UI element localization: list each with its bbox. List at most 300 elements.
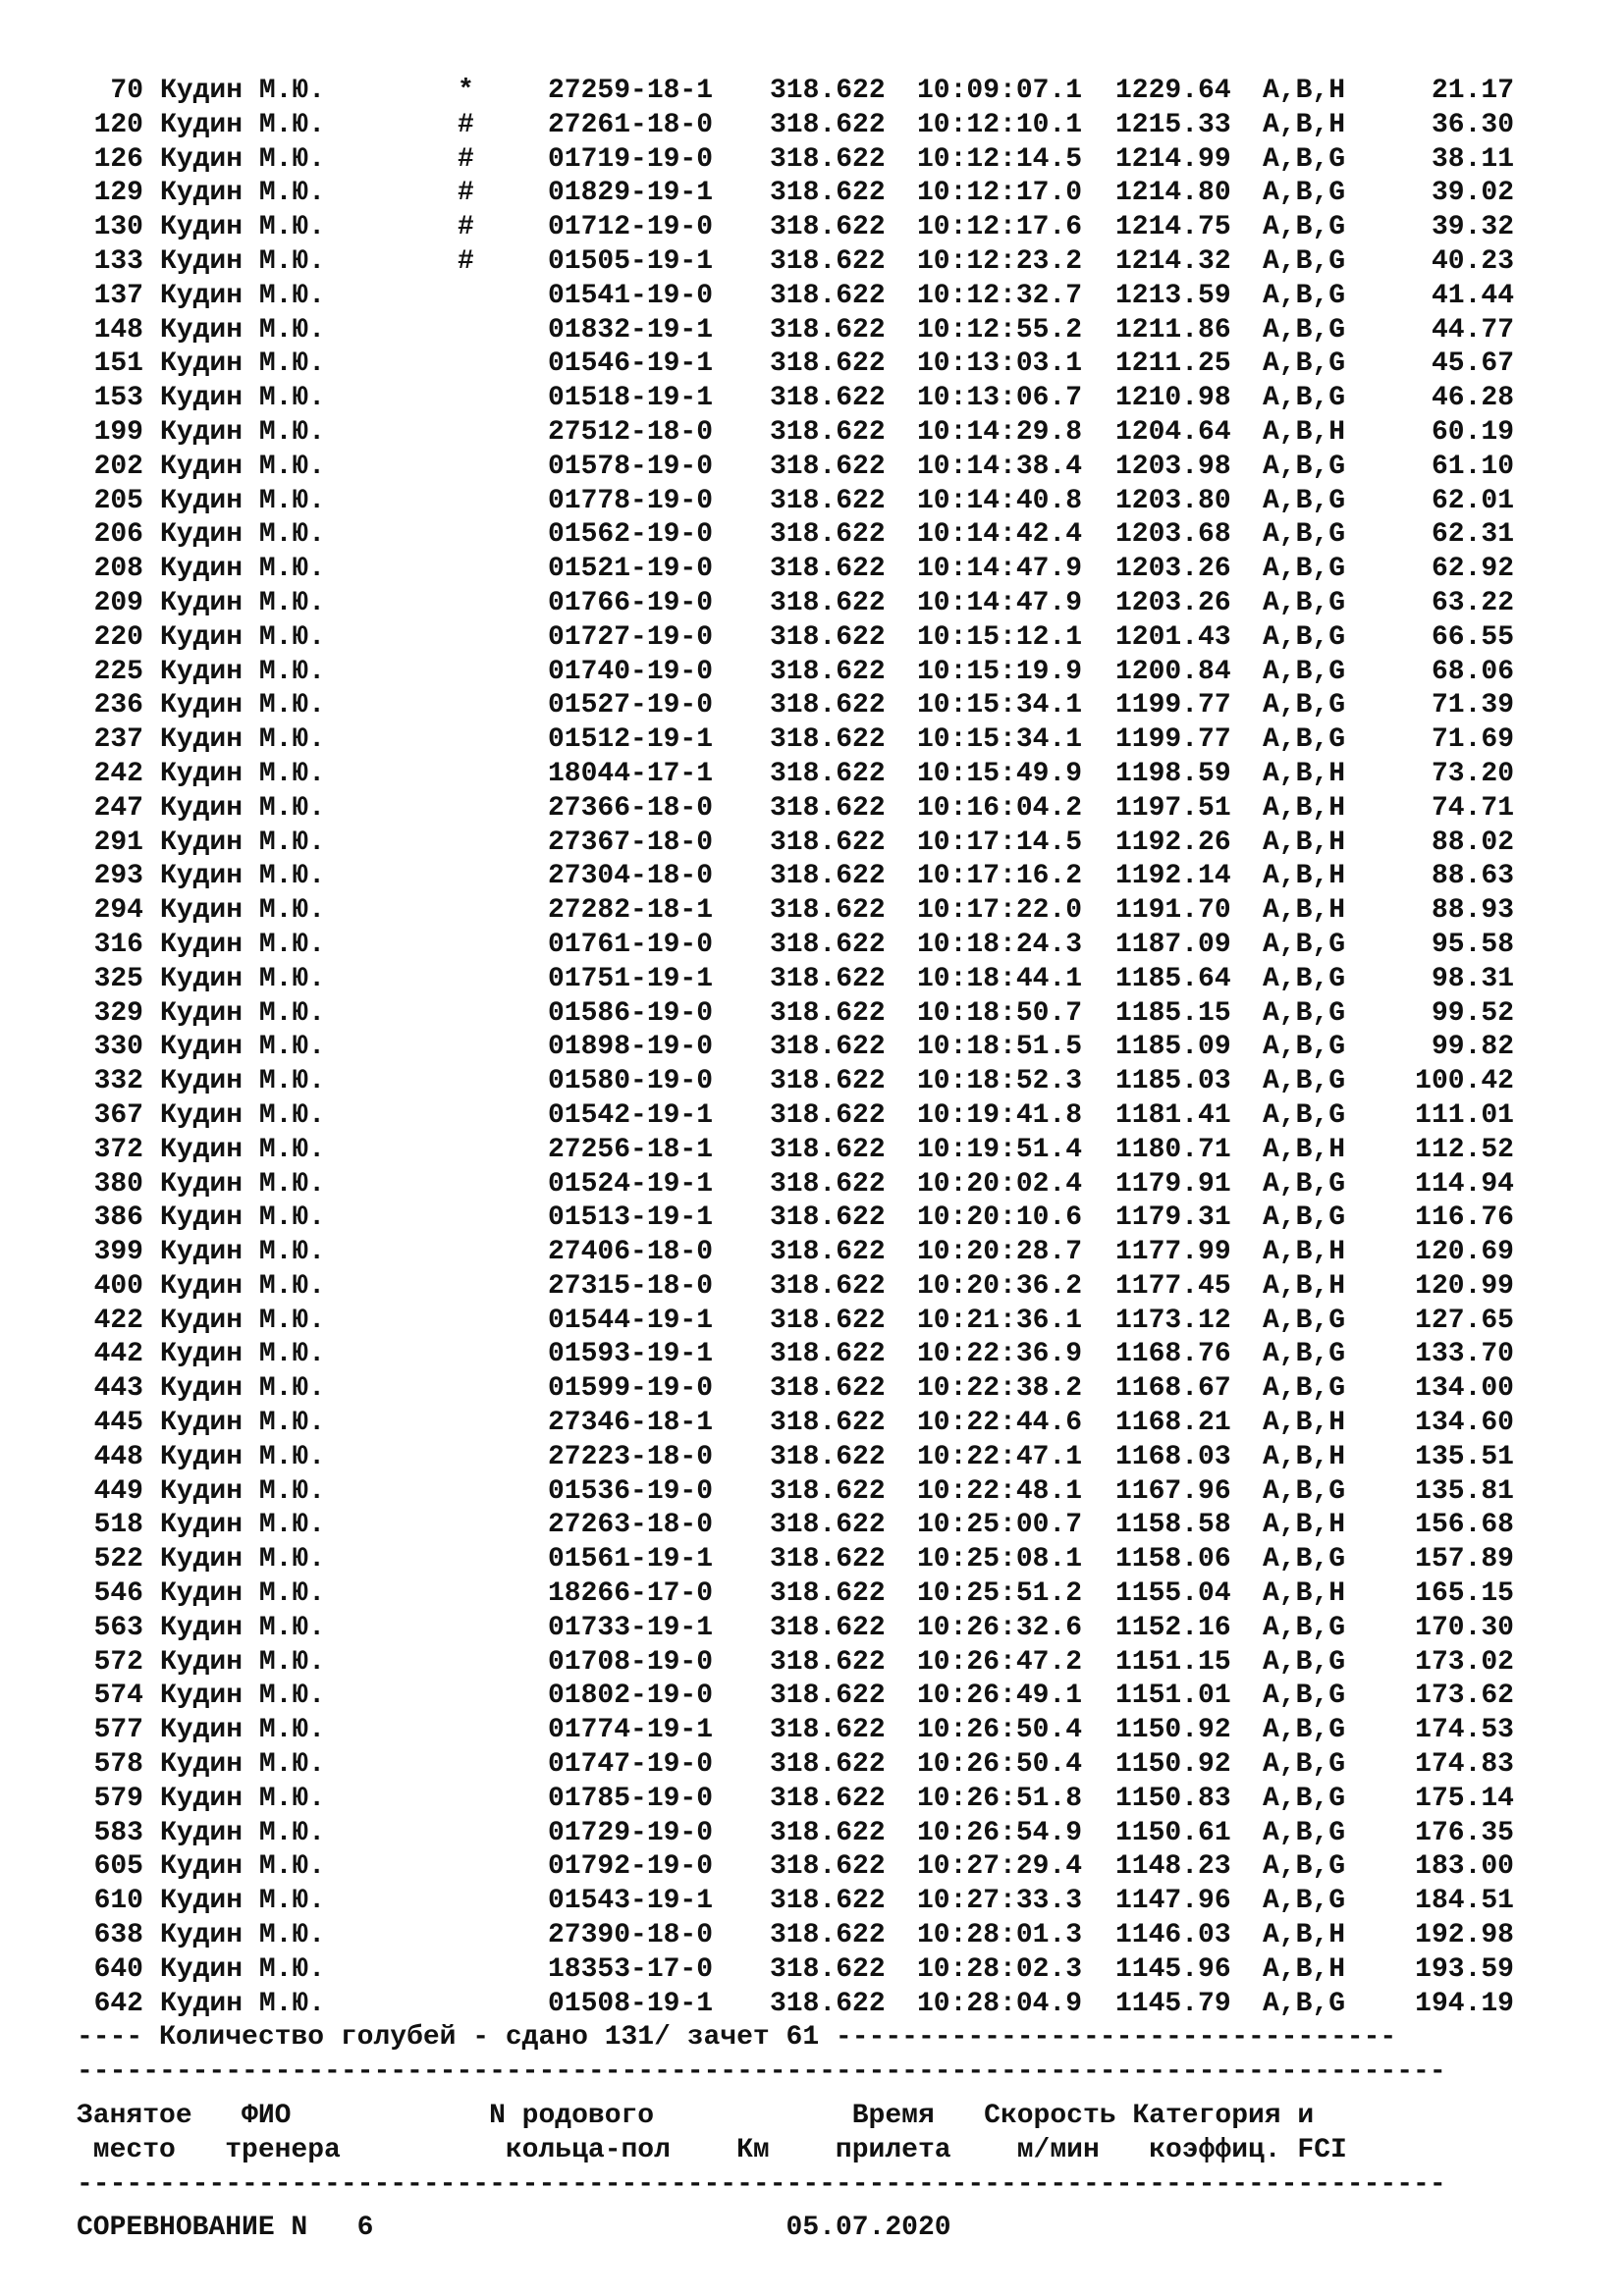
cell-km: 318.622 xyxy=(770,485,886,516)
cell-speed: 1200.84 xyxy=(1115,656,1231,687)
cell-speed: 1199.77 xyxy=(1115,690,1231,721)
cell-km: 318.622 xyxy=(770,1681,886,1712)
footer-gap xyxy=(373,2213,785,2243)
cell-time: 10:16:04.2 xyxy=(917,792,1083,824)
table-row xyxy=(77,1953,1549,1988)
cell-ring: 01829-19-1 xyxy=(548,178,714,209)
cell-km: 318.622 xyxy=(770,861,886,892)
cell-place: 236 xyxy=(93,690,143,721)
cell-time: 10:18:51.5 xyxy=(917,1032,1083,1063)
cell-km: 318.622 xyxy=(770,1408,886,1439)
cell-ring: 01580-19-0 xyxy=(548,1066,714,1097)
cell-place: 522 xyxy=(93,1544,143,1575)
cell-place: 133 xyxy=(93,245,143,277)
cell-cat: A,B,G xyxy=(1263,1066,1346,1097)
cell-km: 318.622 xyxy=(770,1715,886,1746)
table-row xyxy=(77,1885,1549,1919)
cell-name: Кудин М.Ю. xyxy=(160,656,326,687)
cell-name: Кудин М.Ю. xyxy=(160,314,326,346)
cell-coef: 174.53 xyxy=(1415,1715,1514,1746)
cell-speed: 1155.04 xyxy=(1115,1578,1231,1610)
table-row xyxy=(77,963,1549,997)
cell-ring: 01761-19-0 xyxy=(548,929,714,960)
cell-coef: 156.68 xyxy=(1415,1510,1514,1541)
cell-name: Кудин М.Ю. xyxy=(160,997,326,1029)
cell-speed: 1187.09 xyxy=(1115,929,1231,960)
cell-name: Кудин М.Ю. xyxy=(160,1510,326,1541)
cell-ring: 01733-19-1 xyxy=(548,1612,714,1643)
cell-speed: 1203.68 xyxy=(1115,519,1231,551)
cell-coef: 133.70 xyxy=(1415,1339,1514,1370)
cell-coef: 112.52 xyxy=(1415,1134,1514,1165)
cell-km: 318.622 xyxy=(770,1612,886,1643)
cell-place: 422 xyxy=(93,1305,143,1336)
cell-ring: 27259-18-1 xyxy=(548,76,714,106)
cell-name: Кудин М.Ю. xyxy=(160,587,326,618)
cell-cat: A,B,G xyxy=(1263,554,1346,585)
cell-ring: 27512-18-0 xyxy=(548,416,714,448)
cell-speed: 1167.96 xyxy=(1115,1475,1231,1507)
cell-coef: 194.19 xyxy=(1415,1988,1514,2019)
cell-km: 318.622 xyxy=(770,758,886,789)
table-row xyxy=(77,1099,1549,1134)
cell-cat: A,B,G xyxy=(1263,1612,1346,1643)
cell-time: 10:17:16.2 xyxy=(917,861,1083,892)
cell-name: Кудин М.Ю. xyxy=(160,621,326,653)
cell-time: 10:19:51.4 xyxy=(917,1134,1083,1165)
cell-speed: 1179.91 xyxy=(1115,1168,1231,1200)
cell-speed: 1229.64 xyxy=(1115,76,1231,106)
cell-cat: A,B,G xyxy=(1263,245,1346,277)
table-row xyxy=(77,553,1549,587)
cell-speed: 1150.92 xyxy=(1115,1749,1231,1781)
cell-cat: A,B,H xyxy=(1263,109,1346,140)
cell-km: 318.622 xyxy=(770,451,886,482)
cell-coef: 135.51 xyxy=(1415,1441,1514,1472)
cell-place: 367 xyxy=(93,1099,143,1131)
cell-mark: * xyxy=(458,76,474,106)
cell-name: Кудин М.Ю. xyxy=(160,212,326,243)
cell-ring: 27223-18-0 xyxy=(548,1441,714,1472)
cell-name: Кудин М.Ю. xyxy=(160,554,326,585)
cell-km: 318.622 xyxy=(770,348,886,380)
cell-time: 10:26:32.6 xyxy=(917,1612,1083,1643)
table-row xyxy=(77,1065,1549,1099)
cell-km: 318.622 xyxy=(770,1886,886,1917)
cell-km: 318.622 xyxy=(770,827,886,858)
cell-cat: A,B,H xyxy=(1263,861,1346,892)
cell-speed: 1192.14 xyxy=(1115,861,1231,892)
cell-coef: 66.55 xyxy=(1431,621,1514,653)
cell-coef: 63.22 xyxy=(1431,587,1514,618)
cell-time: 10:12:55.2 xyxy=(917,314,1083,346)
cell-time: 10:26:51.8 xyxy=(917,1783,1083,1814)
cell-km: 318.622 xyxy=(770,76,886,106)
cell-speed: 1148.23 xyxy=(1115,1851,1231,1883)
cell-cat: A,B,G xyxy=(1263,519,1346,551)
cell-cat: A,B,G xyxy=(1263,348,1346,380)
cell-km: 318.622 xyxy=(770,656,886,687)
cell-name: Кудин М.Ю. xyxy=(160,383,326,414)
table-row xyxy=(77,143,1549,178)
cell-km: 318.622 xyxy=(770,1953,886,1985)
cell-km: 318.622 xyxy=(770,997,886,1029)
table-row xyxy=(77,1441,1549,1475)
cell-speed: 1203.98 xyxy=(1115,451,1231,482)
cell-coef: 44.77 xyxy=(1431,314,1514,346)
table-row xyxy=(77,1783,1549,1817)
cell-km: 318.622 xyxy=(770,554,886,585)
cell-coef: 100.42 xyxy=(1415,1066,1514,1097)
cell-time: 10:28:01.3 xyxy=(917,1920,1083,1951)
cell-km: 318.622 xyxy=(770,1066,886,1097)
cell-km: 318.622 xyxy=(770,1851,886,1883)
cell-cat: A,B,G xyxy=(1263,1544,1346,1575)
cell-km: 318.622 xyxy=(770,1988,886,2019)
cell-place: 153 xyxy=(93,383,143,414)
cell-speed: 1145.79 xyxy=(1115,1988,1231,2019)
table-row xyxy=(77,382,1549,416)
cell-cat: A,B,G xyxy=(1263,178,1346,209)
results-document xyxy=(77,75,1549,2246)
cell-coef: 174.83 xyxy=(1415,1749,1514,1781)
cell-km: 318.622 xyxy=(770,178,886,209)
cell-ring: 27366-18-0 xyxy=(548,792,714,824)
cell-time: 10:20:02.4 xyxy=(917,1168,1083,1200)
cell-ring: 01513-19-1 xyxy=(548,1202,714,1234)
cell-name: Кудин М.Ю. xyxy=(160,1134,326,1165)
cell-name: Кудин М.Ю. xyxy=(160,280,326,311)
cell-place: 518 xyxy=(93,1510,143,1541)
cell-place: 445 xyxy=(93,1408,143,1439)
table-row xyxy=(77,1850,1549,1885)
cell-km: 318.622 xyxy=(770,109,886,140)
cell-time: 10:17:14.5 xyxy=(917,827,1083,858)
cell-coef: 99.52 xyxy=(1431,997,1514,1029)
cell-time: 10:25:08.1 xyxy=(917,1544,1083,1575)
cell-speed: 1180.71 xyxy=(1115,1134,1231,1165)
cell-place: 129 xyxy=(93,178,143,209)
table-row xyxy=(77,997,1549,1032)
cell-coef: 62.92 xyxy=(1431,554,1514,585)
cell-place: 209 xyxy=(93,587,143,618)
cell-place: 325 xyxy=(93,963,143,994)
cell-km: 318.622 xyxy=(770,383,886,414)
table-row xyxy=(77,416,1549,451)
cell-place: 208 xyxy=(93,554,143,585)
cell-cat: A,B,G xyxy=(1263,724,1346,756)
cell-time: 10:20:28.7 xyxy=(917,1237,1083,1268)
cell-speed: 1168.76 xyxy=(1115,1339,1231,1370)
cell-time: 10:26:54.9 xyxy=(917,1817,1083,1848)
cell-ring: 01778-19-0 xyxy=(548,485,714,516)
cell-name: Кудин М.Ю. xyxy=(160,792,326,824)
cell-km: 318.622 xyxy=(770,724,886,756)
cell-ring: 01792-19-0 xyxy=(548,1851,714,1883)
competition-number: СОРЕВНОВАНИЕ N 6 xyxy=(77,2213,374,2244)
table-row xyxy=(77,1817,1549,1851)
cell-name: Кудин М.Ю. xyxy=(160,1851,326,1883)
cell-time: 10:15:34.1 xyxy=(917,724,1083,756)
cell-ring: 01543-19-1 xyxy=(548,1886,714,1917)
table-row xyxy=(77,1646,1549,1681)
table-row xyxy=(77,1236,1549,1270)
cell-ring: 01586-19-0 xyxy=(548,997,714,1029)
cell-time: 10:14:47.9 xyxy=(917,587,1083,618)
cell-time: 10:20:36.2 xyxy=(917,1270,1083,1302)
cell-place: 577 xyxy=(93,1715,143,1746)
cell-km: 318.622 xyxy=(770,1578,886,1610)
cell-coef: 21.17 xyxy=(1431,76,1514,106)
cell-place: 399 xyxy=(93,1237,143,1268)
cell-speed: 1181.41 xyxy=(1115,1099,1231,1131)
cell-km: 318.622 xyxy=(770,519,886,551)
cell-ring: 01508-19-1 xyxy=(548,1988,714,2019)
cell-ring: 01561-19-1 xyxy=(548,1544,714,1575)
cell-ring: 01518-19-1 xyxy=(548,383,714,414)
cell-place: 574 xyxy=(93,1681,143,1712)
cell-cat: A,B,H xyxy=(1263,895,1346,927)
cell-ring: 01751-19-1 xyxy=(548,963,714,994)
cell-cat: A,B,H xyxy=(1263,1510,1346,1541)
table-row xyxy=(77,656,1549,690)
cell-cat: A,B,H xyxy=(1263,827,1346,858)
cell-speed: 1179.31 xyxy=(1115,1202,1231,1234)
table-row xyxy=(77,245,1549,280)
divider-top: ----------------------------------------------------------------------------------- xyxy=(77,2056,1446,2088)
cell-coef: 173.02 xyxy=(1415,1646,1514,1678)
cell-time: 10:25:51.2 xyxy=(917,1578,1083,1610)
cell-speed: 1158.06 xyxy=(1115,1544,1231,1575)
cell-time: 10:28:02.3 xyxy=(917,1953,1083,1985)
cell-place: 120 xyxy=(93,109,143,140)
cell-cat: A,B,G xyxy=(1263,1168,1346,1200)
cell-mark: # xyxy=(458,245,474,277)
cell-speed: 1198.59 xyxy=(1115,758,1231,789)
cell-place: 330 xyxy=(93,1032,143,1063)
cell-cat: A,B,G xyxy=(1263,1681,1346,1712)
cell-cat: A,B,G xyxy=(1263,383,1346,414)
cell-cat: A,B,H xyxy=(1263,1134,1346,1165)
cell-name: Кудин М.Ю. xyxy=(160,1988,326,2019)
cell-mark: # xyxy=(458,143,474,175)
cell-place: 199 xyxy=(93,416,143,448)
cell-cat: A,B,H xyxy=(1263,1237,1346,1268)
cell-name: Кудин М.Ю. xyxy=(160,416,326,448)
cell-name: Кудин М.Ю. xyxy=(160,1237,326,1268)
cell-mark: # xyxy=(458,109,474,140)
cell-time: 10:18:52.3 xyxy=(917,1066,1083,1097)
cell-speed: 1168.21 xyxy=(1115,1408,1231,1439)
cell-cat: A,B,H xyxy=(1263,1953,1346,1985)
cell-coef: 73.20 xyxy=(1431,758,1514,789)
cell-place: 247 xyxy=(93,792,143,824)
cell-time: 10:27:33.3 xyxy=(917,1886,1083,1917)
cell-ring: 01747-19-0 xyxy=(548,1749,714,1781)
table-row xyxy=(77,485,1549,519)
cell-cat: A,B,G xyxy=(1263,451,1346,482)
cell-cat: A,B,G xyxy=(1263,963,1346,994)
cell-ring: 01524-19-1 xyxy=(548,1168,714,1200)
cell-ring: 27406-18-0 xyxy=(548,1237,714,1268)
cell-time: 10:26:49.1 xyxy=(917,1681,1083,1712)
cell-time: 10:17:22.0 xyxy=(917,895,1083,927)
cell-name: Кудин М.Ю. xyxy=(160,1578,326,1610)
cell-km: 318.622 xyxy=(770,929,886,960)
cell-name: Кудин М.Ю. xyxy=(160,348,326,380)
cell-speed: 1168.67 xyxy=(1115,1373,1231,1405)
cell-speed: 1192.26 xyxy=(1115,827,1231,858)
cell-ring: 18266-17-0 xyxy=(548,1578,714,1610)
cell-coef: 135.81 xyxy=(1415,1475,1514,1507)
cell-place: 546 xyxy=(93,1578,143,1610)
cell-cat: A,B,G xyxy=(1263,1783,1346,1814)
cell-place: 70 xyxy=(110,76,143,106)
cell-coef: 183.00 xyxy=(1415,1851,1514,1883)
cell-time: 10:18:50.7 xyxy=(917,997,1083,1029)
cell-speed: 1185.15 xyxy=(1115,997,1231,1029)
cell-name: Кудин М.Ю. xyxy=(160,143,326,175)
cell-name: Кудин М.Ю. xyxy=(160,178,326,209)
cell-coef: 41.44 xyxy=(1431,280,1514,311)
cell-speed: 1185.64 xyxy=(1115,963,1231,994)
cell-name: Кудин М.Ю. xyxy=(160,1475,326,1507)
cell-cat: A,B,G xyxy=(1263,1886,1346,1917)
cell-ring: 01898-19-0 xyxy=(548,1032,714,1063)
cell-speed: 1197.51 xyxy=(1115,792,1231,824)
table-row xyxy=(77,518,1549,553)
cell-name: Кудин М.Ю. xyxy=(160,1270,326,1302)
cell-name: Кудин М.Ю. xyxy=(160,1373,326,1405)
cell-cat: A,B,G xyxy=(1263,1715,1346,1746)
cell-cat: A,B,H xyxy=(1263,1920,1346,1951)
cell-place: 329 xyxy=(93,997,143,1029)
cell-place: 148 xyxy=(93,314,143,346)
cell-coef: 176.35 xyxy=(1415,1817,1514,1848)
cell-ring: 01729-19-0 xyxy=(548,1817,714,1848)
cell-coef: 192.98 xyxy=(1415,1920,1514,1951)
cell-time: 10:22:48.1 xyxy=(917,1475,1083,1507)
cell-ring: 27261-18-0 xyxy=(548,109,714,140)
cell-km: 318.622 xyxy=(770,1817,886,1848)
cell-coef: 127.65 xyxy=(1415,1305,1514,1336)
cell-name: Кудин М.Ю. xyxy=(160,109,326,140)
cell-time: 10:26:47.2 xyxy=(917,1646,1083,1678)
cell-cat: A,B,G xyxy=(1263,1099,1346,1131)
cell-time: 10:25:00.7 xyxy=(917,1510,1083,1541)
cell-coef: 184.51 xyxy=(1415,1886,1514,1917)
cell-speed: 1152.16 xyxy=(1115,1612,1231,1643)
cell-cat: A,B,G xyxy=(1263,1988,1346,2019)
cell-ring: 01505-19-1 xyxy=(548,245,714,277)
cell-time: 10:12:17.0 xyxy=(917,178,1083,209)
cell-place: 448 xyxy=(93,1441,143,1472)
cell-time: 10:14:40.8 xyxy=(917,485,1083,516)
cell-ring: 01546-19-1 xyxy=(548,348,714,380)
cell-place: 638 xyxy=(93,1920,143,1951)
table-row xyxy=(77,792,1549,827)
cell-coef: 88.02 xyxy=(1431,827,1514,858)
divider-bottom: ----------------------------------------------------------------------------------- xyxy=(77,2168,1446,2200)
cell-speed: 1151.15 xyxy=(1115,1646,1231,1678)
cell-coef: 170.30 xyxy=(1415,1612,1514,1643)
table-row xyxy=(77,1475,1549,1510)
cell-name: Кудин М.Ю. xyxy=(160,1408,326,1439)
cell-speed: 1191.70 xyxy=(1115,895,1231,927)
cell-cat: A,B,H xyxy=(1263,76,1346,106)
cell-coef: 61.10 xyxy=(1431,451,1514,482)
cell-coef: 165.15 xyxy=(1415,1578,1514,1610)
cell-coef: 40.23 xyxy=(1431,245,1514,277)
cell-name: Кудин М.Ю. xyxy=(160,76,326,106)
cell-speed: 1215.33 xyxy=(1115,109,1231,140)
cell-coef: 71.69 xyxy=(1431,724,1514,756)
cell-ring: 01599-19-0 xyxy=(548,1373,714,1405)
cell-ring: 27390-18-0 xyxy=(548,1920,714,1951)
cell-place: 640 xyxy=(93,1953,143,1985)
cell-coef: 88.93 xyxy=(1431,895,1514,927)
cell-ring: 01802-19-0 xyxy=(548,1681,714,1712)
table-row xyxy=(77,75,1549,109)
cell-coef: 111.01 xyxy=(1415,1099,1514,1131)
cell-speed: 1213.59 xyxy=(1115,280,1231,311)
cell-cat: A,B,G xyxy=(1263,997,1346,1029)
cell-cat: A,B,G xyxy=(1263,656,1346,687)
cell-ring: 27282-18-1 xyxy=(548,895,714,927)
cell-place: 202 xyxy=(93,451,143,482)
cell-time: 10:14:29.8 xyxy=(917,416,1083,448)
cell-name: Кудин М.Ю. xyxy=(160,1749,326,1781)
cell-km: 318.622 xyxy=(770,1373,886,1405)
cell-name: Кудин М.Ю. xyxy=(160,1099,326,1131)
cell-coef: 114.94 xyxy=(1415,1168,1514,1200)
table-row xyxy=(77,1748,1549,1783)
cell-coef: 71.39 xyxy=(1431,690,1514,721)
table-row xyxy=(77,827,1549,861)
cell-speed: 1145.96 xyxy=(1115,1953,1231,1985)
cell-ring: 01727-19-0 xyxy=(548,621,714,653)
table-row xyxy=(77,1168,1549,1202)
table-row xyxy=(77,1372,1549,1407)
cell-km: 318.622 xyxy=(770,143,886,175)
cell-cat: A,B,G xyxy=(1263,1202,1346,1234)
cell-mark: # xyxy=(458,178,474,209)
cell-name: Кудин М.Ю. xyxy=(160,1168,326,1200)
table-row xyxy=(77,1338,1549,1372)
table-row xyxy=(77,621,1549,656)
cell-ring: 01541-19-0 xyxy=(548,280,714,311)
cell-speed: 1150.61 xyxy=(1115,1817,1231,1848)
table-row xyxy=(77,1270,1549,1305)
cell-time: 10:22:38.2 xyxy=(917,1373,1083,1405)
cell-coef: 116.76 xyxy=(1415,1202,1514,1234)
cell-km: 318.622 xyxy=(770,212,886,243)
cell-cat: A,B,G xyxy=(1263,690,1346,721)
cell-place: 332 xyxy=(93,1066,143,1097)
cell-time: 10:15:12.1 xyxy=(917,621,1083,653)
cell-ring: 01785-19-0 xyxy=(548,1783,714,1814)
cell-coef: 120.69 xyxy=(1415,1237,1514,1268)
cell-cat: A,B,H xyxy=(1263,1408,1346,1439)
cell-time: 10:22:44.6 xyxy=(917,1408,1083,1439)
cell-place: 443 xyxy=(93,1373,143,1405)
table-row xyxy=(77,1134,1549,1168)
cell-name: Кудин М.Ю. xyxy=(160,895,326,927)
cell-coef: 120.99 xyxy=(1415,1270,1514,1302)
table-row xyxy=(77,860,1549,894)
cell-coef: 62.31 xyxy=(1431,519,1514,551)
cell-place: 563 xyxy=(93,1612,143,1643)
